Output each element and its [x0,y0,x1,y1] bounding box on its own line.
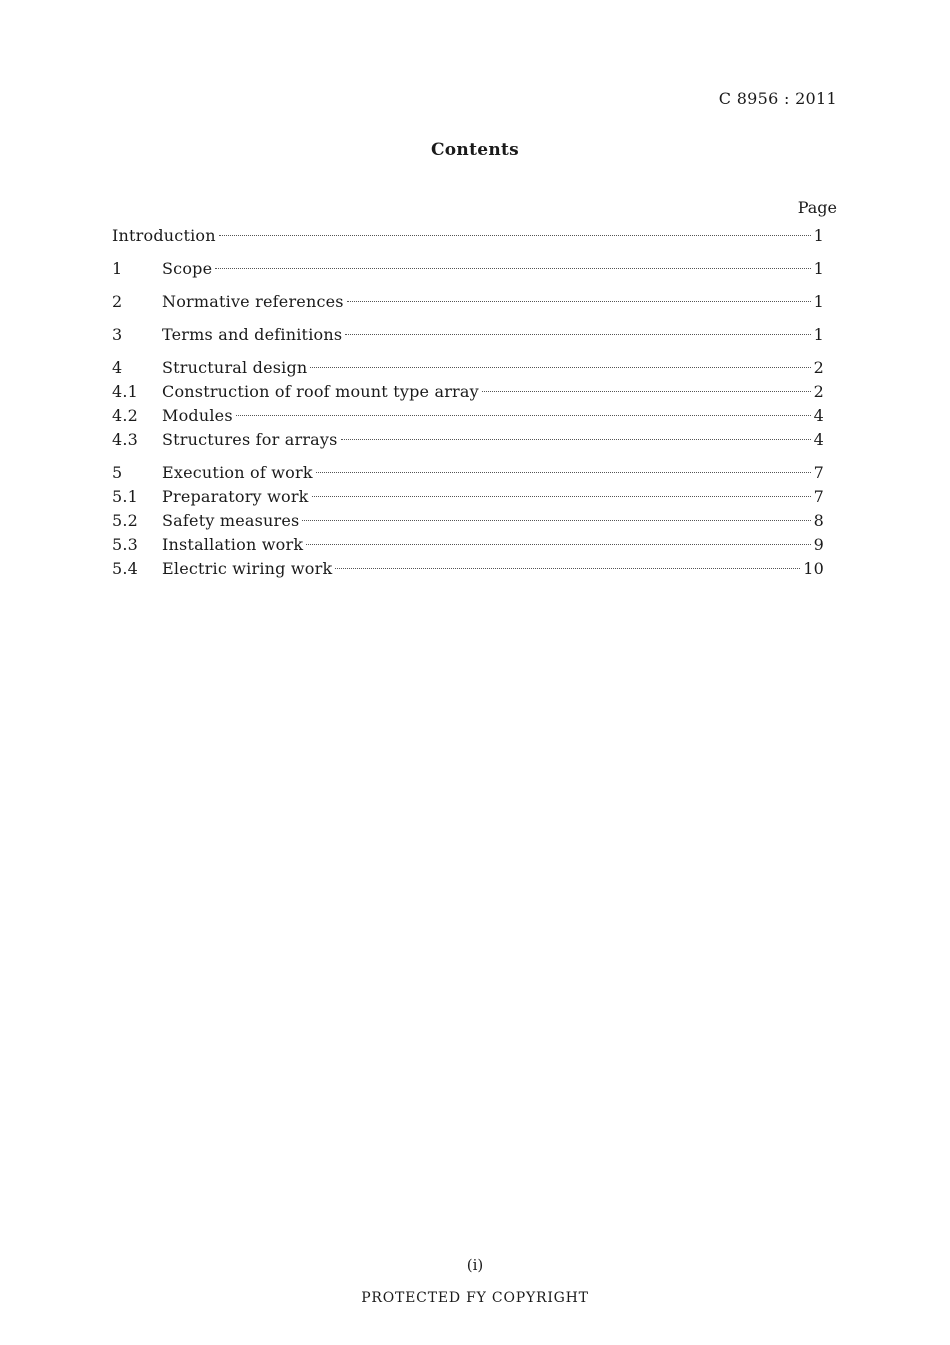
footer-copyright: PROTECTED FY COPYRIGHT [361,1290,589,1306]
toc-entry-number: 3 [112,325,123,344]
document-code: C 8956 : 2011 [718,89,837,108]
toc-entry[interactable] [112,485,824,509]
toc-group [112,323,824,347]
toc-entry-label: Electric wiring work [162,559,333,578]
toc-entry-label: Construction of roof mount type array [162,382,479,401]
toc-entry-page: 1 [813,259,824,278]
toc-entry[interactable] [112,557,824,581]
toc-entry-page: 4 [813,406,824,425]
toc-entry[interactable] [112,428,824,452]
toc-entry[interactable] [112,404,824,428]
toc-dot-leader [347,301,811,302]
toc-group [112,461,824,581]
toc-entry[interactable] [112,290,824,314]
toc-dot-leader [306,544,810,545]
toc-entry-number: 4.3 [112,430,139,449]
toc-entry-number: 4 [112,358,123,377]
toc-entry-number: 5.2 [112,511,139,530]
toc-entry[interactable] [112,461,824,485]
toc-dot-leader [345,334,810,335]
toc-entry-page: 8 [813,511,824,530]
toc-entry-page: 4 [813,430,824,449]
toc-entry-label: Modules [162,406,233,425]
toc-entry-page: 2 [813,382,824,401]
toc-entry-page: 2 [813,358,824,377]
toc-dot-leader [219,235,811,236]
toc-group [112,257,824,281]
footer-page-number: (i) [466,1256,484,1274]
toc-entry-label: Scope [162,259,213,278]
toc-dot-leader [310,367,810,368]
toc-entry[interactable] [112,257,824,281]
toc-entry-label: Structures for arrays [162,430,338,449]
toc-dot-leader [316,472,811,473]
toc-entry[interactable] [112,509,824,533]
page-title: Contents [430,140,520,160]
toc-entry-number: 2 [112,292,123,311]
toc-entry-label: Installation work [162,535,304,554]
toc-entry-number: 5.4 [112,559,139,578]
toc-dot-leader [335,568,800,569]
toc-entry-number: 5 [112,463,123,482]
toc-dot-leader [302,520,810,521]
toc-entry-label: Terms and definitions [162,325,343,344]
toc-entry-label: Structural design [162,358,308,377]
toc-entry-page: 7 [813,487,824,506]
toc-group [112,356,824,452]
toc-entry-label: Execution of work [162,463,313,482]
toc-dot-leader [215,268,810,269]
toc-entry[interactable] [112,380,824,404]
toc-dot-leader [236,415,811,416]
toc-dot-leader [482,391,811,392]
toc-entry-number: 5.3 [112,535,139,554]
toc-entry-page: 10 [803,559,824,578]
toc-dot-leader [341,439,811,440]
toc-group [112,224,824,248]
toc-entry-number: 1 [112,259,123,278]
toc-entry-page: 9 [813,535,824,554]
page-column-label: Page [797,198,837,217]
toc-entry-number: 5.1 [112,487,139,506]
toc-entry-label: Preparatory work [162,487,309,506]
toc-entry-label: Normative references [162,292,344,311]
toc-entry-page: 1 [813,325,824,344]
toc-entry-number: 4.2 [112,406,139,425]
toc-entry-number: 4.1 [112,382,139,401]
toc-entry-page: 7 [813,463,824,482]
toc-entry[interactable] [112,356,824,380]
toc-entry[interactable] [112,323,824,347]
table-of-contents [112,224,824,590]
toc-entry-label: Introduction [112,226,216,245]
toc-entry-page: 1 [813,226,824,245]
toc-group [112,290,824,314]
toc-entry[interactable] [112,533,824,557]
toc-dot-leader [312,496,811,497]
toc-entry-label: Safety measures [162,511,300,530]
toc-entry-page: 1 [813,292,824,311]
toc-entry[interactable] [112,224,824,248]
